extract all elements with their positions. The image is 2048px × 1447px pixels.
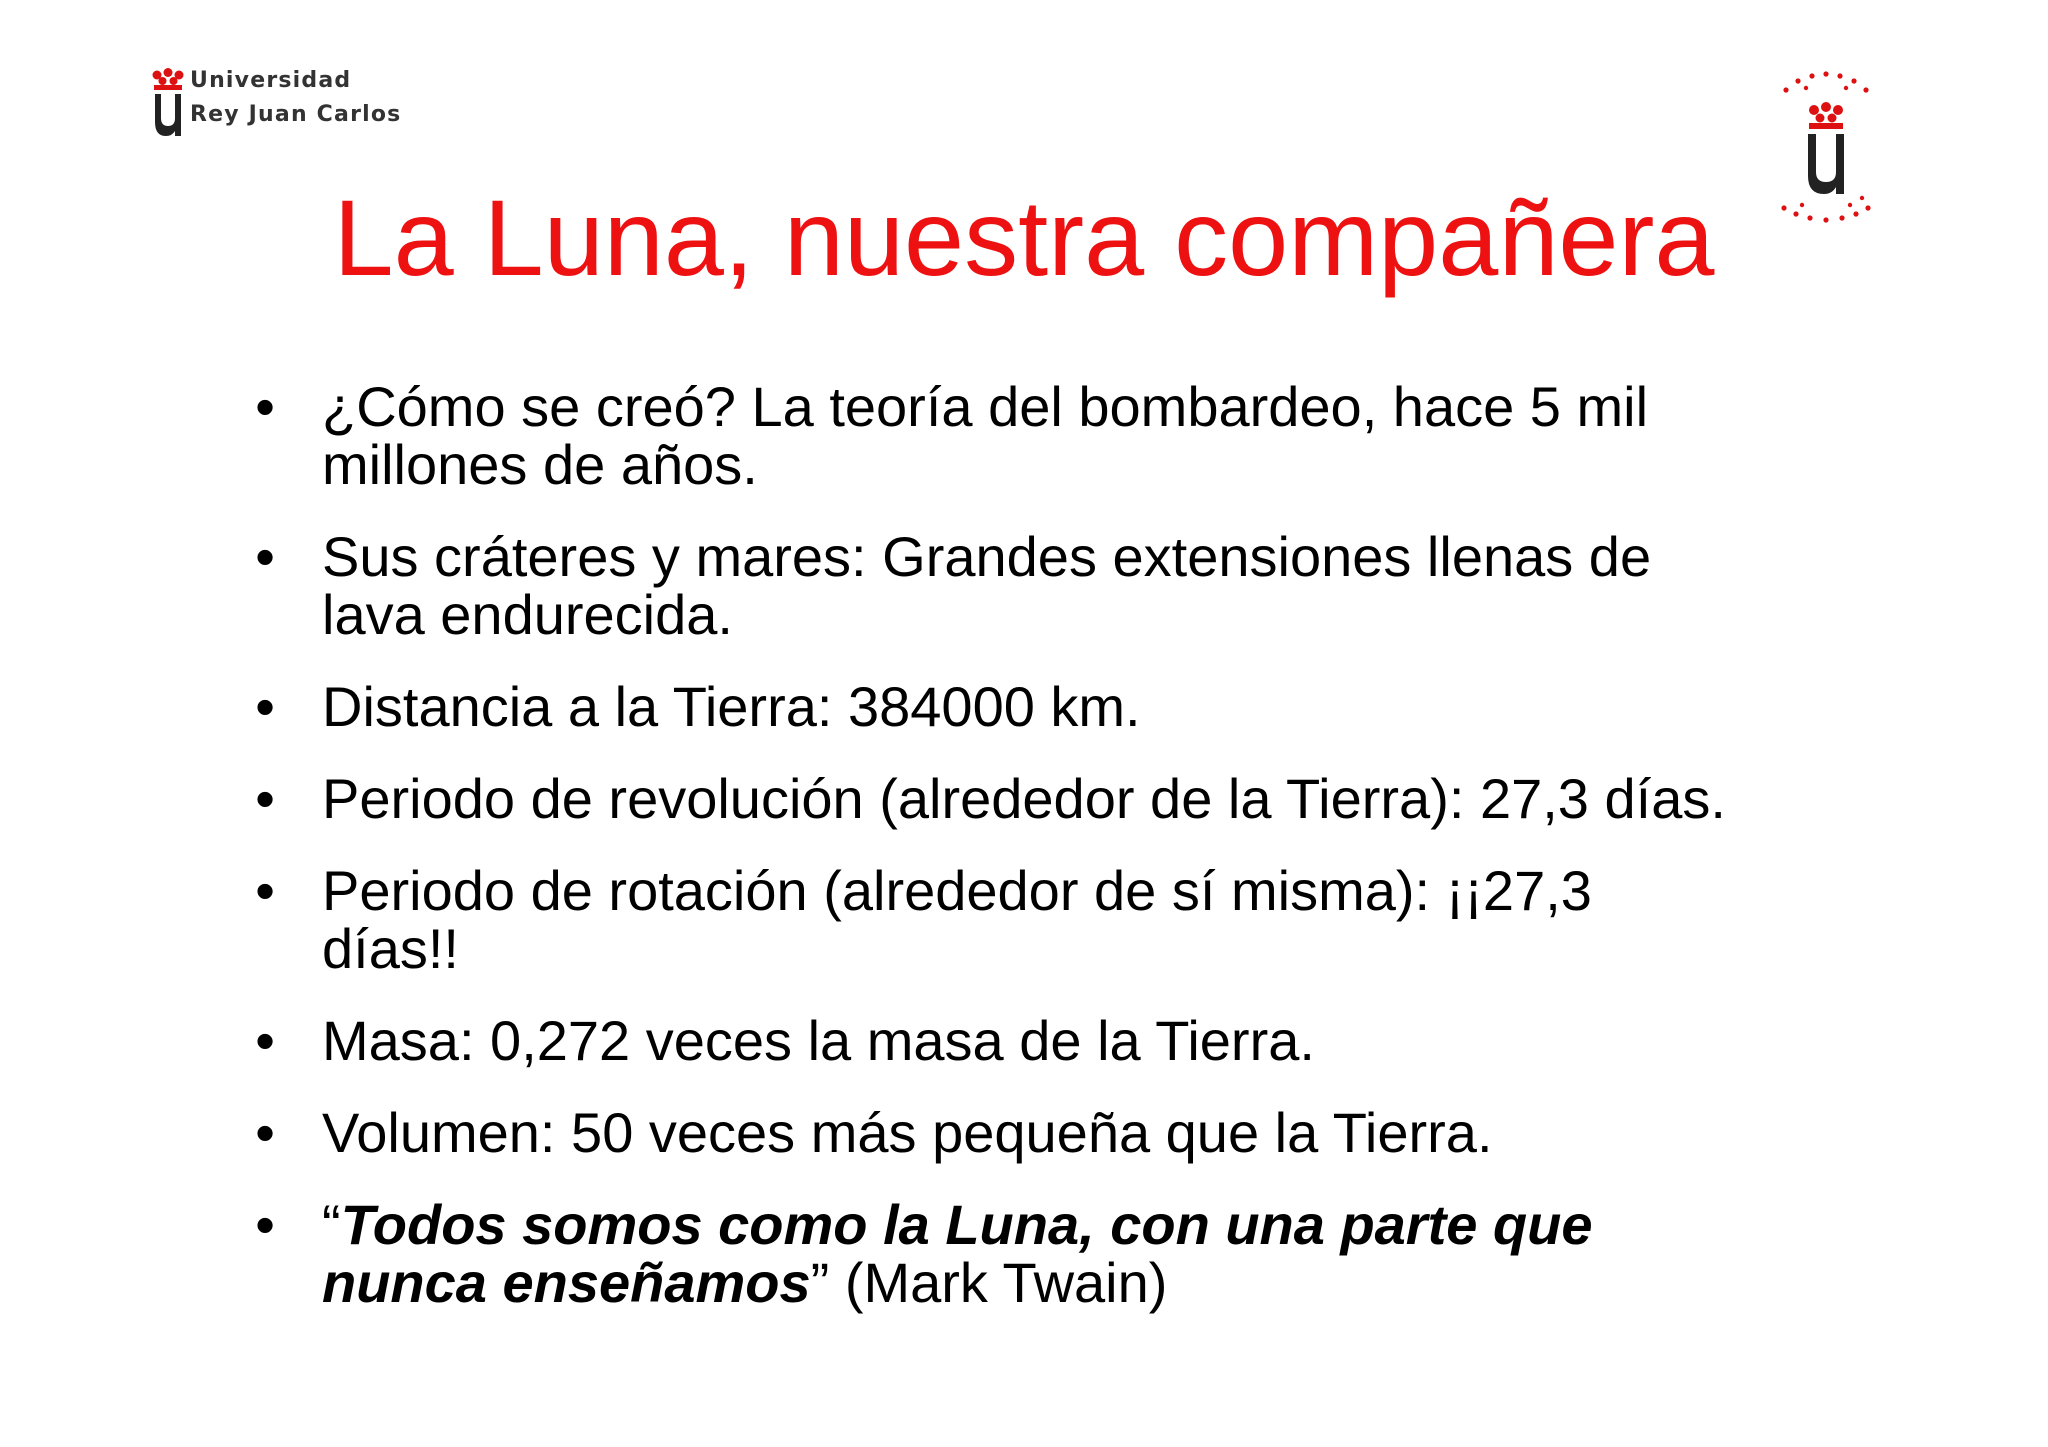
list-item — [250, 525, 1810, 646]
quote-item — [250, 1193, 1810, 1314]
bullet-text-line: Periodo de revolución (alrededor de la Tierra): 27,3 días. — [322, 767, 1726, 830]
slide-title: La Luna, nuestra compañera — [333, 177, 1715, 298]
bullet-text-line: días!! — [322, 917, 459, 980]
quote-text-line2: nunca enseñamos — [322, 1251, 811, 1314]
bullet-text-line: Volumen: 50 veces más pequeña que la Tierra. — [322, 1101, 1493, 1164]
bullet-dot: • — [255, 1009, 275, 1072]
bullet-text-line: Distancia a la Tierra: 384000 km. — [322, 675, 1141, 738]
list-item — [250, 767, 1810, 830]
bullet-text-line: Sus cráteres y mares: Grandes extensiones llenas de — [322, 525, 1652, 588]
urjc-crown-u-logo-icon — [150, 68, 186, 138]
quote-open-mark: “ — [322, 1193, 341, 1256]
bullet-text-line: ¿Cómo se creó? La teoría del bombardeo, hace 5 mil — [322, 375, 1649, 438]
bullet-dot: • — [255, 525, 275, 588]
logo-text-universidad: Universidad — [190, 68, 352, 93]
quote-text-line1: Todos somos como la Luna, con una parte que — [340, 1193, 1593, 1256]
bullet-dot: • — [255, 1101, 275, 1164]
list-item — [250, 1009, 1810, 1072]
bullet-text-line: millones de años. — [322, 433, 758, 496]
bullet-text-line: lava endurecida. — [322, 583, 733, 646]
bullet-dot: • — [255, 675, 275, 738]
bullet-text-line: Periodo de rotación (alrededor de sí misma): ¡¡27,3 — [322, 859, 1592, 922]
bullet-dot: • — [255, 375, 275, 438]
list-item — [250, 675, 1810, 738]
list-item — [250, 1101, 1810, 1164]
quote-close-mark: ” — [810, 1251, 830, 1314]
list-item — [250, 375, 1810, 496]
bullet-text-line: Masa: 0,272 veces la masa de la Tierra. — [322, 1009, 1315, 1072]
logo-text-rey-juan-carlos: Rey Juan Carlos — [190, 102, 402, 127]
bullet-dot: • — [255, 859, 275, 922]
list-item — [250, 859, 1810, 980]
bullet-list — [250, 375, 1810, 1346]
bullet-dot: • — [255, 1193, 275, 1256]
quote-attribution: (Mark Twain) — [829, 1251, 1168, 1314]
bullet-dot: • — [255, 767, 275, 830]
